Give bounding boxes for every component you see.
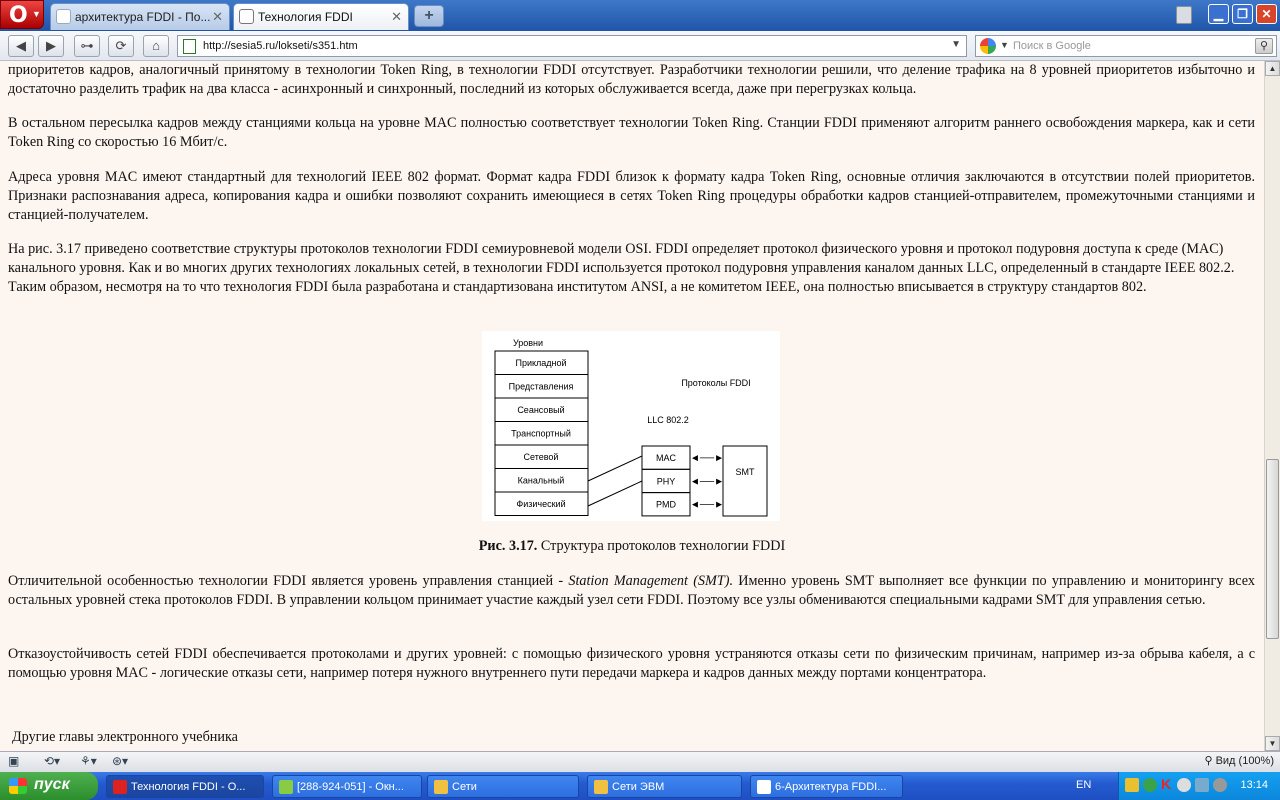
kaspersky-icon[interactable]: K [1161, 776, 1172, 792]
zoom-icon: ⚲ [1204, 755, 1216, 767]
system-tray [1118, 772, 1280, 800]
tab-close-icon[interactable]: ✕ [391, 9, 402, 24]
osi-layer-label: Сетевой [523, 452, 559, 462]
scroll-down-icon[interactable]: ▼ [1265, 736, 1280, 751]
forward-button[interactable]: ▶ [38, 35, 64, 57]
url-text: http://sesia5.ru/lokseti/s351.htm [203, 40, 358, 52]
tab-fddi-architecture[interactable] [50, 3, 230, 30]
scroll-up-icon[interactable]: ▲ [1265, 61, 1280, 76]
task-app-icon [434, 780, 448, 794]
reload-button[interactable]: ⟳ [108, 35, 134, 57]
address-field[interactable] [177, 35, 967, 57]
google-favicon-icon [56, 9, 71, 24]
osi-layer-label: Канальный [517, 475, 565, 486]
close-window-button[interactable]: ✕ [1256, 4, 1277, 24]
sync-icon[interactable]: ⟲▾ [44, 754, 61, 768]
connector-line [588, 481, 642, 506]
taskbar-task[interactable] [587, 775, 742, 798]
search-input[interactable] [975, 35, 1277, 57]
maximize-button[interactable]: ❐ [1232, 4, 1253, 24]
monitor-icon[interactable] [1195, 778, 1209, 792]
layers-title: Уровни [512, 338, 544, 348]
zoom-text: Вид (100%) [1215, 755, 1274, 767]
trash-icon[interactable] [1176, 6, 1192, 24]
clock: 13:14 [1240, 779, 1268, 791]
unite-icon[interactable]: ⚘▾ [80, 754, 97, 768]
task-app-icon [279, 780, 293, 794]
minimize-button[interactable]: ▁ [1208, 4, 1229, 24]
double-arrow-icon: ◄──► [690, 499, 724, 511]
llc-label: LLC 802.2 [647, 415, 689, 425]
osi-layer-label: Прикладной [515, 358, 567, 368]
icq-icon[interactable] [1143, 778, 1157, 792]
arrows [690, 453, 724, 511]
fddi-layer-label: PHY [656, 476, 676, 487]
fddi-layer-label: PMD [656, 499, 676, 510]
text-span: Отличительной особенностью технологии FDDI является уровень управления станцией - [8, 573, 569, 589]
chevron-down-icon: ▼ [32, 9, 41, 19]
task-label: Технология FDDI - O... [131, 781, 246, 793]
wand-keys-button[interactable]: ⊶ [74, 35, 100, 57]
task-app-icon [594, 780, 608, 794]
fddi-layers [642, 446, 690, 516]
taskbar-task[interactable] [750, 775, 903, 798]
taskbar-task[interactable] [272, 775, 422, 798]
opera-menu-button[interactable] [0, 0, 44, 29]
task-label: Сети ЭВМ [612, 781, 665, 793]
tab-close-icon[interactable]: ✕ [212, 9, 223, 24]
start-button[interactable] [0, 772, 98, 800]
double-arrow-icon: ◄──► [690, 453, 724, 464]
osi-layer-label: Сеансовый [517, 405, 565, 415]
safely-remove-icon[interactable] [1177, 778, 1191, 792]
task-label: [288-924-051] - Окн... [297, 781, 404, 793]
status-bar [0, 751, 1280, 772]
google-icon[interactable] [980, 38, 996, 54]
connector-line [588, 456, 642, 481]
osi-layer-label: Физический [516, 499, 566, 509]
home-button[interactable]: ⌂ [143, 35, 169, 57]
page-content [0, 61, 1264, 751]
smt-box [723, 446, 767, 516]
paragraph: Адреса уровня MAC имеют стандартный для технологий IEEE 802 формат. Формат кадра FDDI близок к формату кадра Token Ring, основные отличия заключаются в отсутствии полей приоритетов. Признаки распознавания адреса, копирования кадра и ошибки позволяют сохранить имеющиеся в сетях Token Ring процедуры обработки кадров станцией-отправителем, промежуточными станциями и станцией-получателем. [8, 169, 1255, 223]
text-span: Именно уровень SMT выполняет все функции по управлению и мониторингу всех остальных уровней стека протоколов FDDI. В управлении кольцом принимает участие каждый узел сети FDDI. Поэтому все узлы обмениваются специальными кадрами SMT для управления сетью. [8, 573, 1255, 608]
vertical-scrollbar[interactable] [1264, 61, 1280, 751]
term-smt: Station Management (SMT). [568, 573, 733, 589]
caption-number: Рис. 3.17. [478, 538, 538, 554]
language-indicator[interactable]: EN [1076, 779, 1092, 791]
tab-title: Технология FDDI [258, 10, 353, 24]
taskbar-task[interactable] [427, 775, 579, 798]
paragraph: На рис. 3.17 приведено соответствие структуры протоколов технологии FDDI семиуровневой модели OSI. FDDI определяет протокол физического уровня и протокол подуровня доступа к среде (MAC) канального уровня. Как и во многих других технологиях локальных сетей, в технологии FDDI используется протокол подуровня управления каналом данных LLC, определенный в стандарте IEEE 802.2. Таким образом, несмотря на то что технология FDDI была разработана и стандартизована институтом ANSI, а не комитетом IEEE, она полностью вписывается в структуру стандартов 802. [8, 241, 1235, 295]
navigation-bar [0, 31, 1280, 61]
figure-protocol-structure [482, 331, 780, 521]
paragraph: приоритетов кадров, аналогичный принятому в технологии Token Ring, в технологии FDDI отсутствует. Разработчики технологии решили, что деление трафика на 8 уровней приоритетов избыточно и достаточно разделить трафик на два класса - асинхронный и синхронный, последний из которых обслуживается всегда, даже при перегрузках кольца. [8, 62, 1255, 97]
fddi-layer-label: MAC [656, 453, 676, 463]
network-icon[interactable] [1125, 778, 1139, 792]
task-app-icon [113, 780, 127, 794]
task-label: 6-Архитектура FDDI... [775, 781, 887, 793]
page-favicon-icon [239, 9, 254, 24]
windows-flag-icon [9, 778, 27, 794]
osi-layer-label: Представления [508, 381, 574, 392]
other-chapters-link[interactable]: Другие главы электронного учебника [12, 729, 238, 745]
caption-text: Структура протоколов технологии FDDI [537, 538, 786, 554]
browser-tab-bar [0, 0, 1280, 31]
double-arrow-icon: ◄──► [690, 476, 724, 488]
start-label: пуск [34, 776, 70, 793]
opera-logo-icon: O [9, 3, 28, 28]
fddi-protocols-title: Протоколы FDDI [681, 378, 751, 388]
tab-fddi-technology[interactable] [233, 3, 409, 30]
tab-title: архитектура FDDI - По... [75, 10, 211, 24]
volume-icon[interactable] [1213, 778, 1227, 792]
paragraph [8, 572, 1255, 610]
task-app-icon [757, 780, 771, 794]
task-label: Сети [452, 781, 477, 793]
figure-caption [0, 537, 1264, 556]
new-tab-button[interactable]: + [414, 5, 444, 27]
paragraph: В остальном пересылка кадров между станциями кольца на уровне MAC полностью соответствует технологии Token Ring. Станции FDDI применяют алгоритм раннего освобождения маркера, как и сети Token Ring со скоростью 16 Мбит/с. [8, 115, 1255, 150]
windows-taskbar [0, 772, 1280, 800]
smt-label: SMT [735, 467, 755, 477]
chevron-down-icon[interactable]: ▼ [1000, 40, 1009, 50]
zoom-level[interactable] [1204, 754, 1274, 767]
osi-layer-label: Транспортный [511, 428, 571, 439]
panel-toggle-icon[interactable]: ▣ [8, 754, 20, 768]
paragraph: Отказоустойчивость сетей FDDI обеспечивается протоколами и других уровней: с помощью физического уровня устраняются отказы сети по физическим причинам, например из-за обрыва кабеля, а с помощью уровня MAC - логические отказы сети, например потеря нужного внутреннего пути передачи маркера и кадров данных между портами концентратора. [8, 646, 1255, 681]
back-button[interactable]: ◀ [8, 35, 34, 57]
chevron-down-icon[interactable]: ▼ [951, 39, 961, 50]
osi-layers [495, 351, 588, 516]
search-placeholder: Поиск в Google [1013, 40, 1091, 52]
page-icon [183, 39, 196, 54]
search-icon[interactable]: ⚲ [1255, 38, 1273, 54]
taskbar-task[interactable] [106, 775, 264, 798]
turbo-icon[interactable]: ⊛▾ [112, 754, 129, 768]
scrollbar-thumb[interactable] [1266, 459, 1279, 639]
